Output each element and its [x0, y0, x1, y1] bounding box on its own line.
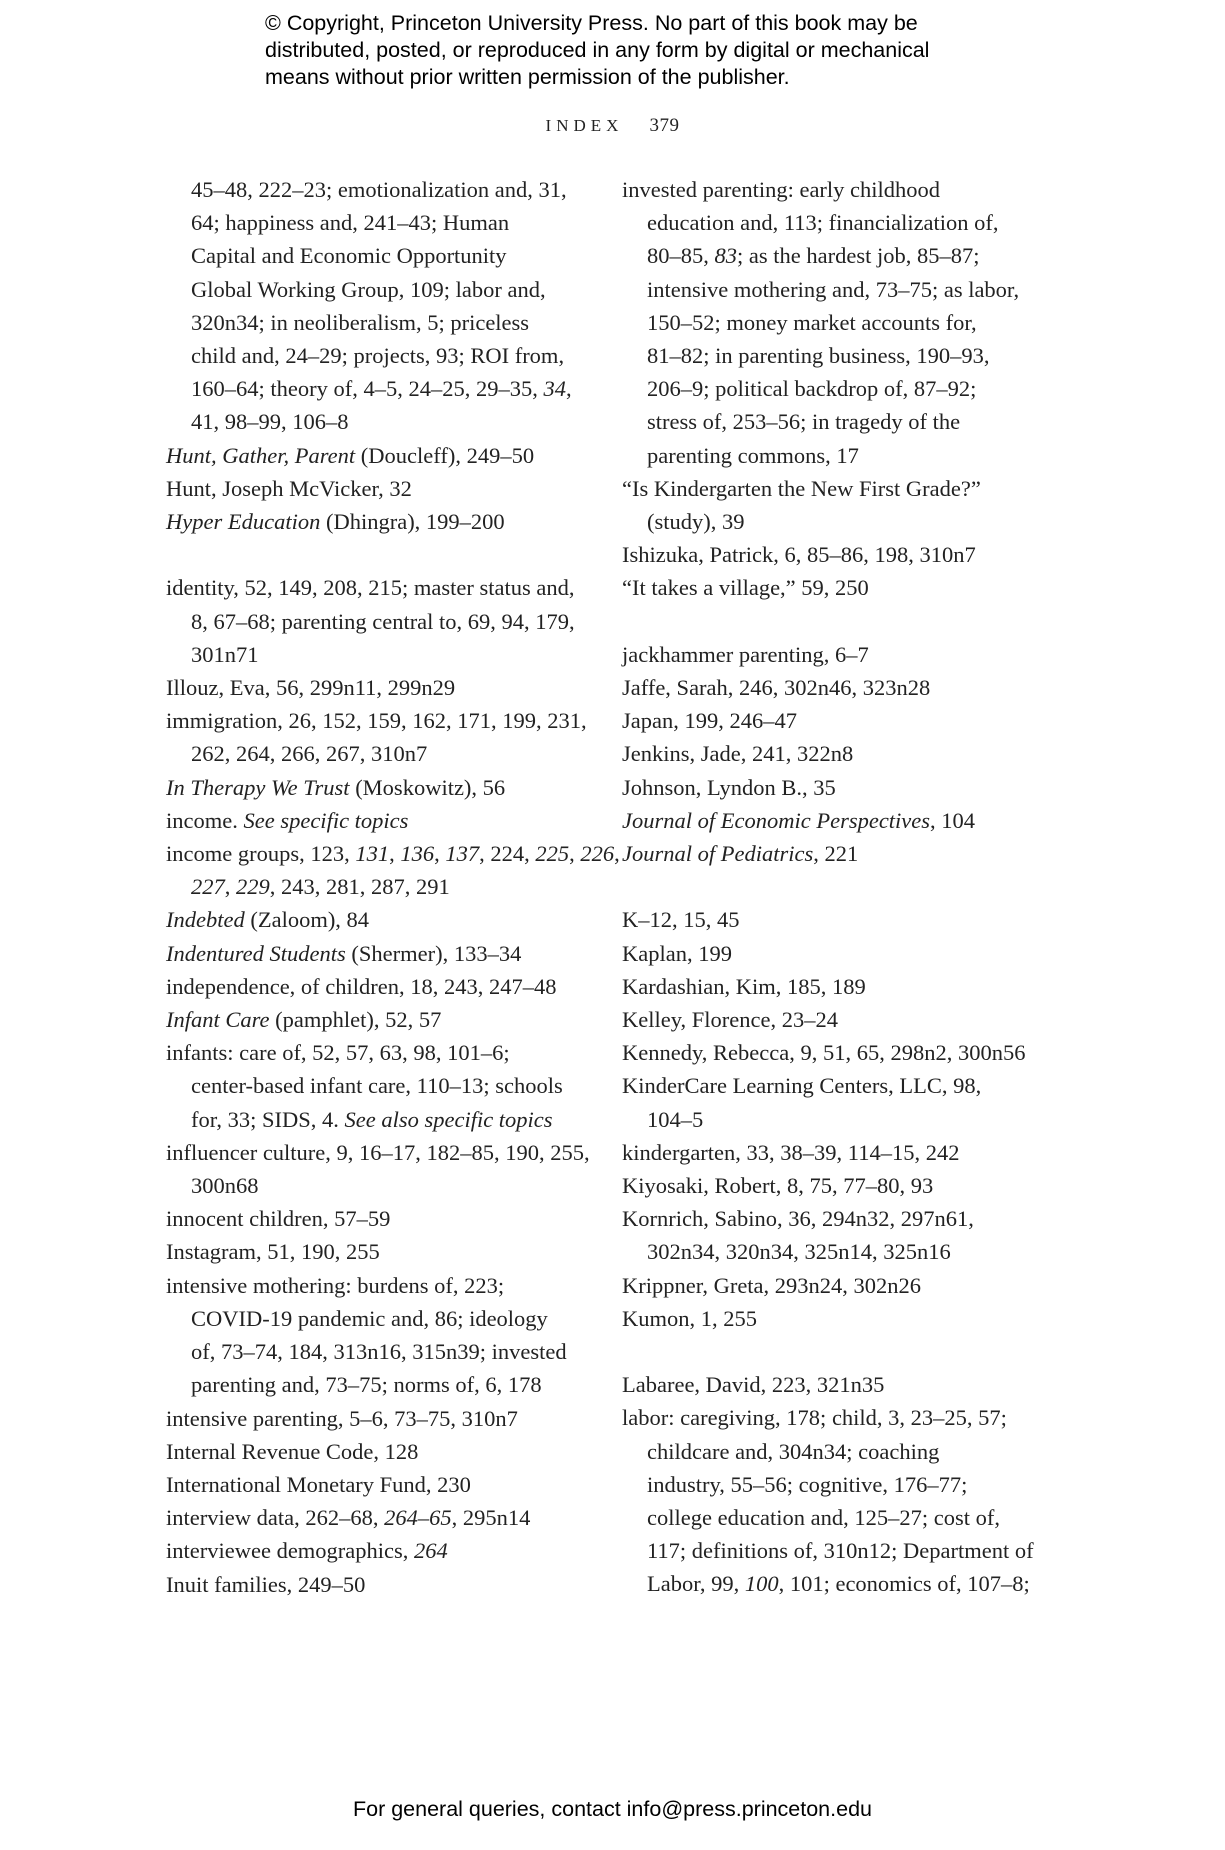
- entry-text: Instagram, 51, 190, 255: [166, 1239, 380, 1265]
- entry-text: ,: [389, 841, 401, 867]
- entry-text: infants: care of, 52, 57, 63, 98, 101–6;: [166, 1040, 510, 1066]
- index-entry: [622, 472, 1062, 505]
- entry-text: college education and, 125–27; cost of,: [647, 1505, 1001, 1531]
- index-entry: [166, 671, 586, 704]
- italic-text: Indebted: [166, 907, 245, 933]
- entry-text: COVID-19 pandemic and, 86; ideology: [191, 1305, 548, 1331]
- index-entry: [622, 970, 1062, 1003]
- italic-text: 83: [714, 243, 737, 269]
- entry-text: jackhammer parenting, 6–7: [622, 641, 869, 667]
- entry-text: 206–9; political backdrop of, 87–92;: [647, 376, 977, 402]
- index-entry: [166, 1235, 586, 1268]
- index-entry: [166, 704, 586, 737]
- index-entry: [166, 439, 586, 472]
- index-entry-continuation: [166, 173, 586, 206]
- italic-text: Hyper Education: [166, 509, 321, 535]
- index-entry: [166, 1435, 586, 1468]
- copyright-line: distributed, posted, or reproduced in any form by digital or mechanical: [265, 38, 930, 62]
- entry-text: ,: [224, 874, 236, 900]
- entry-text: 117; definitions of, 310n12; Department of: [647, 1538, 1034, 1564]
- entry-text: influencer culture, 9, 16–17, 182–85, 190, 255,: [166, 1139, 590, 1165]
- italic-text: See also specific topics: [344, 1106, 553, 1132]
- index-entry: [622, 704, 1062, 737]
- index-entry-continuation: [622, 405, 1062, 438]
- entry-text: for, 33; SIDS, 4.: [191, 1106, 345, 1132]
- italic-text: Journal of Economic Perspectives: [622, 807, 931, 833]
- index-column-right: [622, 173, 1062, 1601]
- index-entry-continuation: [622, 1468, 1062, 1501]
- italic-text: Journal of Pediatrics: [622, 841, 814, 867]
- entry-text: center-based infant care, 110–13; schools: [191, 1073, 563, 1099]
- entry-text: Illouz, Eva, 56, 299n11, 299n29: [166, 675, 456, 701]
- index-entry: [166, 472, 586, 505]
- index-entry: [622, 638, 1062, 671]
- copyright-line: © Copyright, Princeton University Press. No part of this book may be: [265, 11, 918, 35]
- entry-text: industry, 55–56; cognitive, 176–77;: [647, 1471, 968, 1497]
- index-entry: [166, 1402, 586, 1435]
- italic-text: Indentured Students: [166, 940, 346, 966]
- index-entry: [166, 804, 586, 837]
- entry-text: (Doucleff), 249–50: [355, 442, 535, 468]
- italic-text: 136: [400, 841, 435, 867]
- index-entry: [622, 737, 1062, 770]
- index-entry: [622, 571, 1062, 604]
- index-entry-continuation: [622, 306, 1062, 339]
- italic-text: 264: [414, 1538, 448, 1564]
- entry-text: (study), 39: [647, 509, 745, 535]
- index-entry: [166, 903, 586, 936]
- entry-text: child and, 24–29; projects, 93; ROI from,: [191, 343, 565, 369]
- italic-text: Infant Care: [166, 1007, 270, 1033]
- index-entry-continuation: [166, 239, 586, 272]
- index-entry-continuation: [622, 439, 1062, 472]
- entry-text: (Shermer), 133–34: [345, 940, 522, 966]
- entry-text: “It takes a village,” 59, 250: [622, 575, 869, 601]
- index-entry: [166, 1202, 586, 1235]
- entry-text: parenting and, 73–75; norms of, 6, 178: [191, 1372, 542, 1398]
- entry-text: invested parenting: early childhood: [622, 177, 941, 202]
- index-entry-continuation: [166, 870, 586, 903]
- index-entry-continuation: [166, 737, 586, 770]
- index-entry-continuation: [622, 372, 1062, 405]
- page-number: 379: [649, 115, 680, 136]
- index-entry: [622, 1202, 1062, 1235]
- index-group-spacer: [622, 605, 1062, 638]
- index-entry-continuation: [622, 273, 1062, 306]
- entry-text: 41, 98–99, 106–8: [191, 409, 349, 435]
- entry-text: Kumon, 1, 255: [622, 1305, 757, 1331]
- index-entry-continuation: [166, 605, 586, 638]
- entry-text: 302n34, 320n34, 325n14, 325n16: [647, 1239, 951, 1265]
- index-entry: [622, 903, 1062, 936]
- entry-text: 45–48, 222–23; emotionalization and, 31,: [191, 177, 567, 202]
- entry-text: (pamphlet), 52, 57: [269, 1007, 442, 1033]
- index-group-spacer: [622, 1335, 1062, 1368]
- index-entry: [166, 1003, 586, 1036]
- entry-text: Jaffe, Sarah, 246, 302n46, 323n28: [622, 675, 931, 701]
- entry-text: labor: caregiving, 178; child, 3, 23–25, 57;: [622, 1405, 1007, 1431]
- index-entry-continuation: [622, 1501, 1062, 1534]
- entry-text: Kelley, Florence, 23–24: [622, 1007, 838, 1033]
- index-entry-continuation: [166, 1103, 586, 1136]
- index-entry: [622, 1302, 1062, 1335]
- italic-text: 264–65: [384, 1505, 452, 1531]
- index-entry: [166, 505, 586, 538]
- entry-text: 301n71: [191, 641, 259, 667]
- entry-text: Internal Revenue Code, 128: [166, 1438, 419, 1464]
- index-entry: [166, 1568, 586, 1601]
- entry-text: 80–85,: [647, 243, 715, 269]
- index-entry-continuation: [622, 239, 1062, 272]
- running-head-label: INDEX: [545, 116, 624, 135]
- index-entry-continuation: [622, 1103, 1062, 1136]
- entry-text: 8, 67–68; parenting central to, 69, 94, 179,: [191, 608, 575, 634]
- italic-text: 137: [445, 841, 480, 867]
- index-entry: [622, 1136, 1062, 1169]
- entry-text: Global Working Group, 109; labor and,: [191, 276, 546, 302]
- italic-text: 226: [580, 841, 615, 867]
- entry-text: 262, 264, 266, 267, 310n7: [191, 741, 428, 767]
- entry-text: ,: [565, 376, 572, 402]
- index-entry: [166, 571, 586, 604]
- index-entry: [166, 937, 586, 970]
- entry-text: independence, of children, 18, 243, 247–48: [166, 973, 557, 999]
- index-entry-continuation: [166, 1302, 586, 1335]
- entry-text: Jenkins, Jade, 241, 322n8: [622, 741, 854, 767]
- index-entry-continuation: [166, 638, 586, 671]
- entry-text: 64; happiness and, 241–43; Human: [191, 210, 510, 236]
- index-entry-continuation: [166, 1335, 586, 1368]
- index-entry-continuation: [622, 1534, 1062, 1567]
- index-entry: [622, 1269, 1062, 1302]
- entry-text: Kornrich, Sabino, 36, 294n32, 297n61,: [622, 1206, 974, 1232]
- index-column-left: [166, 173, 620, 1601]
- entry-text: of, 73–74, 184, 313n16, 315n39; invested: [191, 1339, 567, 1365]
- entry-text: International Monetary Fund, 230: [166, 1471, 471, 1497]
- entry-text: immigration, 26, 152, 159, 162, 171, 199, 231,: [166, 708, 587, 734]
- entry-text: “Is Kindergarten the New First Grade?”: [622, 475, 981, 501]
- index-entry: [166, 1269, 586, 1302]
- entry-text: , 295n14: [451, 1505, 531, 1531]
- index-entry: [166, 1468, 586, 1501]
- index-entry-continuation: [622, 505, 1062, 538]
- entry-text: Kiyosaki, Robert, 8, 75, 77–80, 93: [622, 1173, 934, 1199]
- index-entry: [622, 1368, 1062, 1401]
- entry-text: intensive parenting, 5–6, 73–75, 310n7: [166, 1405, 518, 1431]
- index-entry-continuation: [622, 1567, 1062, 1600]
- italic-text: 100: [744, 1571, 779, 1597]
- entry-text: (Moskowitz), 56: [349, 774, 506, 800]
- entry-text: , 221: [813, 841, 859, 867]
- entry-text: innocent children, 57–59: [166, 1206, 391, 1232]
- entry-text: Hunt, Joseph McVicker, 32: [166, 475, 412, 501]
- index-entry: [166, 1136, 590, 1169]
- index-entry: [166, 771, 586, 804]
- footer-contact: For general queries, contact info@press.princeton.edu: [352, 1797, 872, 1821]
- index-entry: [166, 1534, 586, 1567]
- index-entry-continuation: [166, 1069, 586, 1102]
- index-entry: [166, 970, 586, 1003]
- index-entry-continuation: [166, 339, 586, 372]
- entry-text: , 243, 281, 287, 291: [269, 874, 450, 900]
- entry-text: Krippner, Greta, 293n24, 302n26: [622, 1272, 922, 1298]
- entry-text: (Zaloom), 84: [244, 907, 370, 933]
- entry-text: Capital and Economic Opportunity: [191, 243, 507, 269]
- entry-text: K–12, 15, 45: [622, 907, 740, 933]
- entry-text: 320n34; in neoliberalism, 5; priceless: [191, 309, 530, 335]
- copyright-line: means without prior written permission of the publisher.: [265, 65, 790, 89]
- index-entry-continuation: [166, 372, 586, 405]
- index-entry: [622, 1169, 1062, 1202]
- entry-text: Inuit families, 249–50: [166, 1571, 366, 1597]
- index-entry-continuation: [622, 1235, 1062, 1268]
- entry-text: parenting commons, 17: [647, 442, 859, 468]
- entry-text: kindergarten, 33, 38–39, 114–15, 242: [622, 1139, 960, 1165]
- entry-text: ,: [614, 841, 620, 867]
- entry-text: Labor, 99,: [647, 1571, 745, 1597]
- running-head: [0, 115, 1225, 137]
- entry-text: , 101; economics of, 107–8;: [778, 1571, 1030, 1597]
- italic-text: 229: [236, 874, 270, 900]
- entry-text: Ishizuka, Patrick, 6, 85–86, 198, 310n7: [622, 542, 976, 568]
- index-entry: [166, 1501, 586, 1534]
- index-group-spacer: [622, 870, 1062, 903]
- index-entry: [166, 837, 620, 870]
- index-entry: [622, 1003, 1062, 1036]
- index-entry: [622, 804, 1062, 837]
- index-entry-continuation: [622, 206, 1062, 239]
- index-entry-continuation: [166, 206, 586, 239]
- index-entry-continuation: [166, 306, 586, 339]
- index-entry-continuation: [166, 1169, 586, 1202]
- entry-text: income.: [166, 807, 244, 833]
- entry-text: income groups, 123,: [166, 841, 356, 867]
- entry-text: 81–82; in parenting business, 190–93,: [647, 343, 990, 369]
- entry-text: ; as the hardest job, 85–87;: [737, 243, 980, 269]
- entry-text: intensive mothering and, 73–75; as labor,: [647, 276, 1020, 302]
- entry-text: KinderCare Learning Centers, LLC, 98,: [622, 1073, 982, 1099]
- index-entry-continuation: [622, 1435, 1062, 1468]
- entry-text: education and, 113; financialization of,: [647, 210, 999, 236]
- copyright-notice: [265, 10, 985, 91]
- index-entry-continuation: [622, 339, 1062, 372]
- index-entry: [622, 937, 1062, 970]
- italic-text: Hunt, Gather, Parent: [166, 442, 356, 468]
- italic-text: 227: [191, 874, 225, 900]
- index-group-spacer: [166, 538, 586, 571]
- entry-text: (Dhingra), 199–200: [320, 509, 505, 535]
- italic-text: In Therapy We Trust: [166, 774, 350, 800]
- entry-text: Kaplan, 199: [622, 940, 732, 966]
- index-entry: [622, 771, 1062, 804]
- entry-text: intensive mothering: burdens of, 223;: [166, 1272, 505, 1298]
- index-entry: [622, 1069, 1062, 1102]
- entry-text: 104–5: [647, 1106, 704, 1132]
- entry-text: interview data, 262–68,: [166, 1505, 385, 1531]
- index-entry: [166, 1036, 586, 1069]
- entry-text: Johnson, Lyndon B., 35: [622, 774, 836, 800]
- index-entry: [622, 1036, 1062, 1069]
- index-entry-continuation: [166, 273, 586, 306]
- entry-text: childcare and, 304n34; coaching: [647, 1438, 940, 1464]
- entry-text: , 104: [930, 807, 976, 833]
- entry-text: stress of, 253–56; in tragedy of the: [647, 409, 961, 435]
- index-entry: [622, 173, 1062, 206]
- italic-text: See specific topics: [243, 807, 409, 833]
- index-entry-continuation: [166, 1368, 586, 1401]
- entry-text: ,: [569, 841, 581, 867]
- entry-text: 150–52; money market accounts for,: [647, 309, 977, 335]
- entry-text: Kardashian, Kim, 185, 189: [622, 973, 866, 999]
- entry-text: Labaree, David, 223, 321n35: [622, 1372, 885, 1398]
- entry-text: , 224,: [479, 841, 536, 867]
- entry-text: 300n68: [191, 1173, 259, 1199]
- entry-text: Japan, 199, 246–47: [622, 708, 797, 734]
- italic-text: 34: [543, 376, 566, 402]
- italic-text: 131: [355, 841, 390, 867]
- index-entry: [622, 538, 1062, 571]
- index-entry-continuation: [166, 405, 586, 438]
- entry-text: 160–64; theory of, 4–5, 24–25, 29–35,: [191, 376, 544, 402]
- entry-text: ,: [434, 841, 446, 867]
- italic-text: 225: [535, 841, 570, 867]
- entry-text: identity, 52, 149, 208, 215; master status and,: [166, 575, 575, 601]
- entry-text: interviewee demographics,: [166, 1538, 415, 1564]
- index-entry: [622, 1401, 1062, 1434]
- index-entry: [622, 671, 1062, 704]
- entry-text: Kennedy, Rebecca, 9, 51, 65, 298n2, 300n56: [622, 1040, 1026, 1066]
- index-entry: [622, 837, 1062, 870]
